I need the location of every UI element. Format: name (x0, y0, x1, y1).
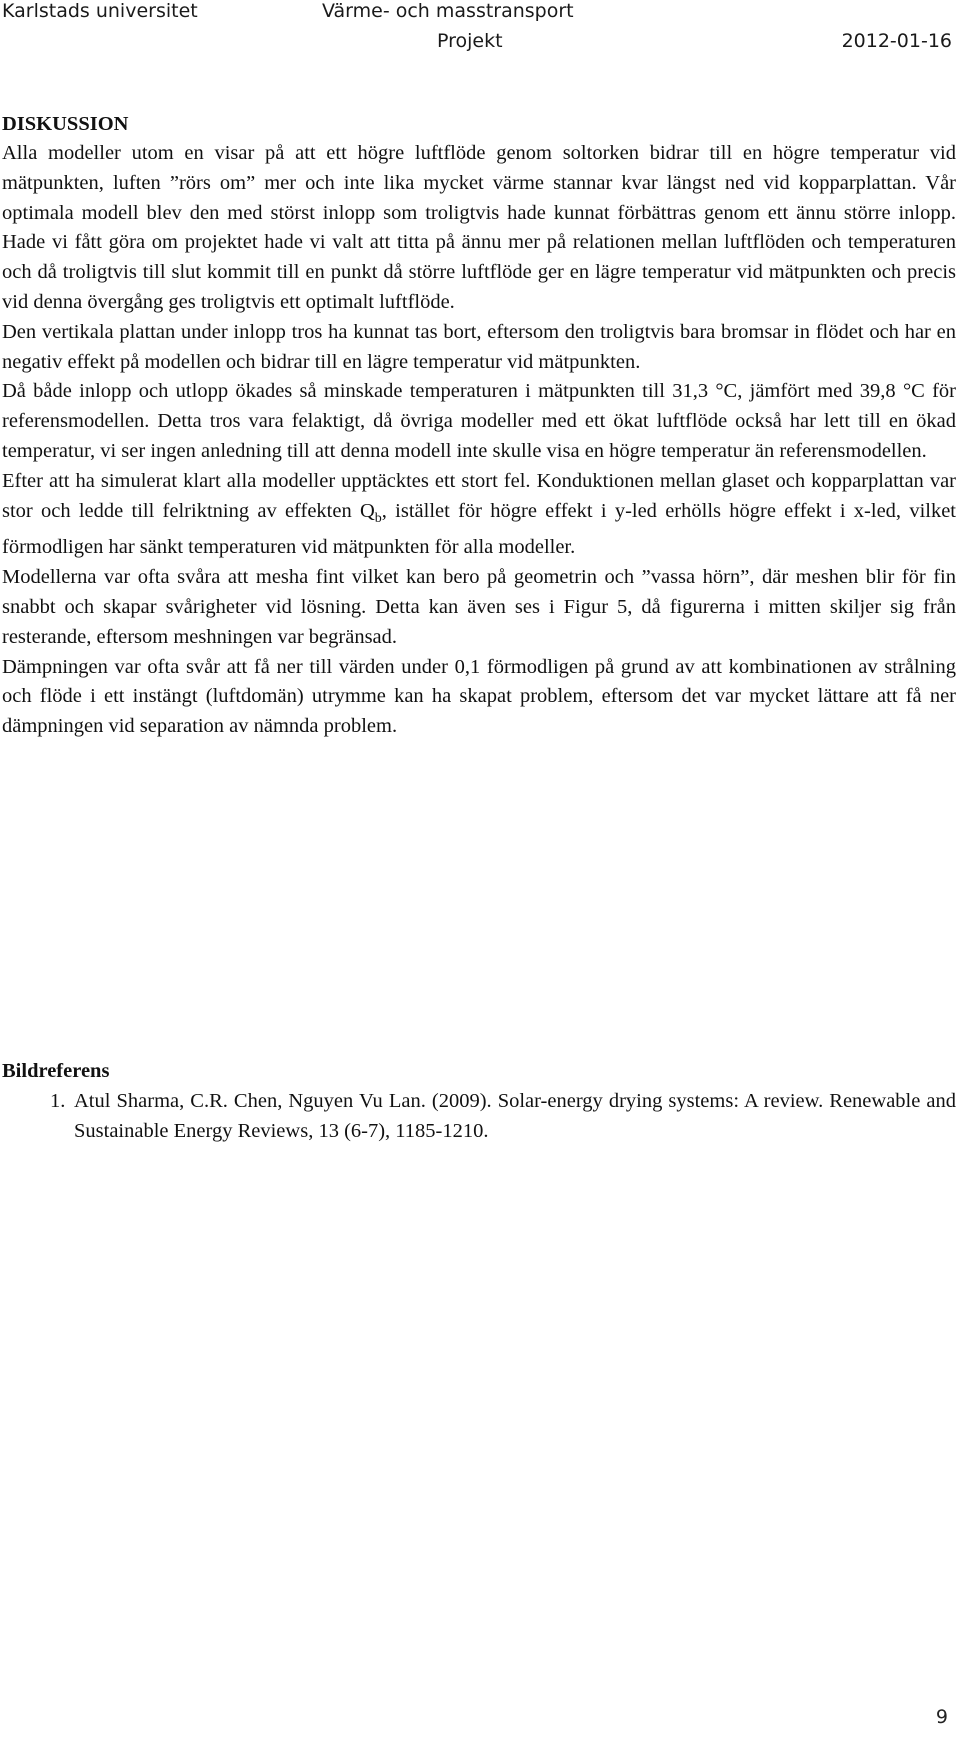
references-section (2, 1056, 956, 1146)
paragraph-2: Den vertikala plattan under inlopp tros ha kunnat tas bort, eftersom den troligtvis bara bromsar in flödet och har en negativ effekt på modellen och bidrar till en lägre temperatur vid mätpunkten. (2, 320, 956, 373)
paragraph-4-before: Efter att ha simulerat klart alla modeller upptäcktes ett stort fel. Konduktionen mellan glaset och kopparplattan var stor och ledde till felriktning av effekten Q (2, 469, 956, 522)
discussion-section (2, 110, 956, 742)
header-doc-type: Projekt (437, 30, 503, 52)
paragraph-3: Då både inlopp och utlopp ökades så minskade temperaturen i mätpunkten till 31,3 °C, jämfört med 39,8 °C för referensmodellen. Detta tros vara felaktigt, då övriga modeller med ett ökat luftflöde också har lett till en ökad temperatur, vi ser ingen anledning till att denna modell inte skulle visa en högre temperatur än referensmodellen. (2, 380, 956, 462)
header-university: Karlstads universitet (2, 0, 198, 22)
paragraph-4-subscript: b (374, 510, 382, 526)
page-number: 9 (935, 1706, 948, 1728)
reference-text: Atul Sharma, C.R. Chen, Nguyen Vu Lan. (2009). Solar-energy drying systems: A review. Renewable and Sustainable Energy Reviews, 13 (6-7), 1185-1210. (74, 1090, 956, 1142)
header-course: Värme- och masstransport (322, 0, 574, 22)
header-date: 2012-01-16 (841, 30, 952, 52)
paragraph-4 (2, 467, 956, 563)
reference-item (2, 1086, 956, 1146)
reference-number: 1. (50, 1090, 66, 1112)
paragraph-1: Alla modeller utom en visar på att ett högre luftflöde genom soltorken bidrar till en högre temperatur vid mätpunkten, luften ”rörs om” mer och inte lika mycket värme stannar kvar längst ned vid kopparplattan. Vår optimala modell blev den med störst inlopp som troligtvis hade kunnat förbättras genom ett ännu större inlopp. Hade vi fått göra om projektet hade vi valt att titta på ännu mer på relationen mellan luftflöden och temperaturen och då troligtvis till slut kommit till en punkt då större luftflöde ger en lägre temperatur vid mätpunkten och precis vid denna övergång ges troligtvis ett optimalt luftflöde. (2, 142, 956, 313)
page-header (0, 0, 960, 60)
paragraph-5: Modellerna var ofta svåra att mesha fint vilket kan bero på geometrin och ”vassa hörn”, där meshen blir för fin snabbt och skapar svårigheter vid lösning. Detta kan även ses i Figur 5, då figurerna i mitten skiljer sig från resterande, eftersom meshningen var begränsad. (2, 566, 956, 648)
paragraph-6: Dämpningen var ofta svår att få ner till värden under 0,1 förmodligen på grund av att kombinationen av strålning och flöde i ett instängt (luftdomän) utrymme kan ha skapat problem, eftersom det var mycket lättare att få ner dämpningen vid separation av nämnda problem. (2, 655, 956, 738)
section-title: DISKUSSION (2, 113, 129, 135)
references-title: Bildreferens (2, 1060, 110, 1082)
paragraph-4-after: , istället för högre effekt i y-led erhölls högre effekt i x-led, vilket förmodligen har sänkt temperaturen vid mätpunkten för alla modeller. (2, 499, 956, 559)
references-list (2, 1086, 956, 1146)
